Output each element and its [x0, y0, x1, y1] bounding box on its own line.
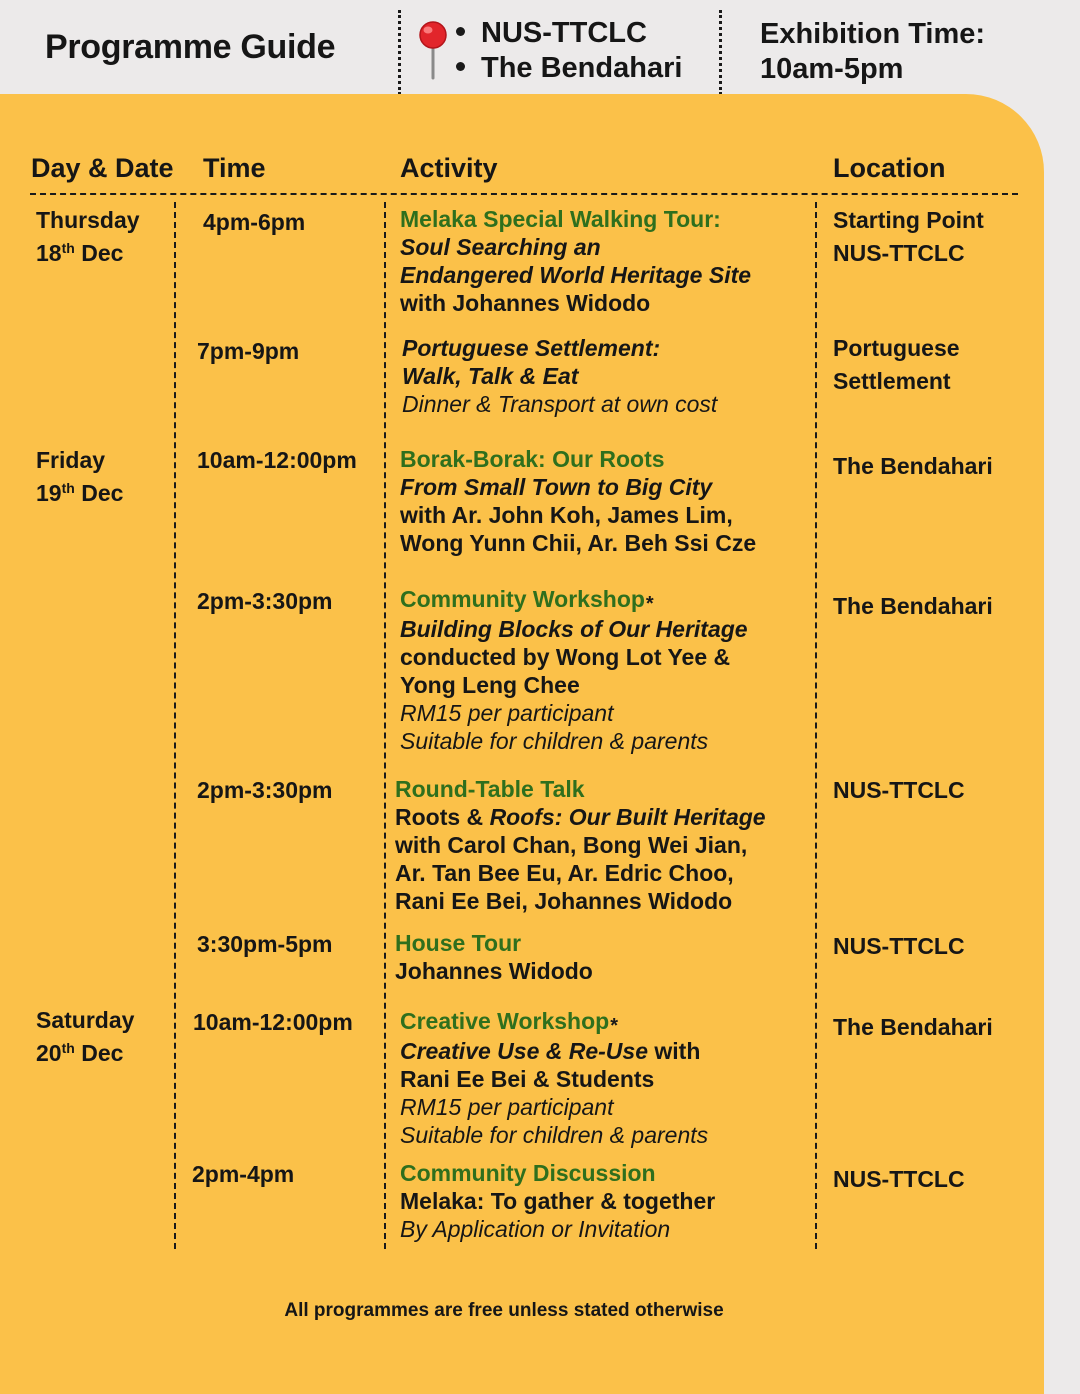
event-activity [400, 1007, 708, 1149]
column-header-day: Day & Date [31, 153, 174, 183]
event-people: Rani Ee Bei, Johannes Widodo [395, 888, 733, 914]
event-time: 2pm-3:30pm [197, 588, 333, 614]
footer-note: All programmes are free unless stated otherwise [284, 1300, 724, 1321]
event-note: Suitable for children & parents [400, 1122, 709, 1148]
event-subtitle: Soul Searching an [400, 234, 601, 260]
event-activity [395, 775, 766, 915]
asterisk: * [645, 593, 654, 615]
column-divider [815, 202, 817, 1249]
event-time: 10am-12:00pm [197, 447, 357, 473]
event-time: 10am-12:00pm [193, 1009, 353, 1035]
day-thursday [36, 204, 140, 270]
day-date: 18th Dec [36, 240, 124, 266]
event-title-row [400, 1007, 708, 1037]
event-title: Creative Workshop [400, 1008, 610, 1034]
event-activity [402, 334, 717, 418]
event-title: Borak-Borak: Our Roots [400, 446, 665, 472]
page-title: Programme Guide [45, 28, 336, 66]
day-name: Thursday [36, 207, 140, 233]
event-time: 7pm-9pm [197, 338, 300, 364]
column-header-time: Time [203, 153, 266, 183]
column-divider [384, 202, 386, 1249]
header-divider-line [30, 193, 1018, 195]
day-friday [36, 444, 123, 510]
event-subtitle: Melaka: To gather & together [400, 1188, 716, 1214]
event-note: Dinner & Transport at own cost [402, 391, 718, 417]
map-pin-icon [413, 20, 453, 80]
event-people: with Ar. John Koh, James Lim, [400, 502, 733, 528]
event-note: RM15 per participant [400, 700, 614, 726]
header-location-1: NUS-TTCLC [456, 17, 647, 50]
event-title: Community Discussion [400, 1160, 656, 1186]
event-subtitle: Building Blocks of Our Heritage [400, 616, 748, 642]
event-people: conducted by Wong Lot Yee & [400, 644, 731, 670]
event-location: NUS-TTCLC [833, 777, 965, 803]
event-location: NUS-TTCLC [833, 1166, 965, 1192]
event-note: RM15 per participant [400, 1094, 614, 1120]
header-divider [398, 10, 401, 95]
event-subtitle: Walk, Talk & Eat [402, 363, 579, 389]
event-time: 2pm-4pm [192, 1161, 295, 1187]
event-activity [400, 585, 748, 755]
event-note: Suitable for children & parents [400, 728, 709, 754]
event-subtitle: Endangered World Heritage Site [400, 262, 752, 288]
event-subtitle-row: Roots & Roofs: Our Built Heritage [395, 804, 766, 830]
header-location-2: The Bendahari [456, 52, 682, 85]
event-title: Melaka Special Walking Tour: [400, 206, 721, 232]
event-location: NUS-TTCLC [833, 933, 965, 959]
event-people: Johannes Widodo [395, 958, 593, 984]
event-location: The Bendahari [833, 1014, 993, 1040]
column-header-location: Location [833, 153, 946, 183]
day-date: 19th Dec [36, 480, 124, 506]
day-name: Saturday [36, 1007, 135, 1033]
event-time: 4pm-6pm [203, 209, 306, 235]
event-subtitle-row: Creative Use & Re-Use with [400, 1038, 701, 1064]
event-time: 2pm-3:30pm [197, 777, 333, 803]
exhibition-time-label: Exhibition Time: [760, 18, 986, 50]
event-location: Starting Point NUS-TTCLC [833, 207, 984, 266]
event-people: Yong Leng Chee [400, 672, 580, 698]
asterisk: * [610, 1015, 618, 1037]
day-date: 20th Dec [36, 1040, 124, 1066]
event-title: House Tour [395, 930, 522, 956]
event-title: Round-Table Talk [395, 776, 585, 802]
day-saturday [36, 1004, 134, 1070]
event-people: Rani Ee Bei & Students [400, 1066, 655, 1092]
day-name: Friday [36, 447, 106, 473]
event-people: with Johannes Widodo [400, 290, 651, 316]
event-note: By Application or Invitation [400, 1216, 671, 1242]
exhibition-time-value: 10am-5pm [760, 53, 904, 85]
event-people: Ar. Tan Bee Eu, Ar. Edric Choo, [395, 860, 734, 886]
event-subtitle: Portuguese Settlement: [402, 335, 661, 361]
column-divider [174, 202, 176, 1249]
event-title-row [400, 585, 748, 615]
event-location: The Bendahari [833, 453, 993, 479]
event-people: Wong Yunn Chii, Ar. Beh Ssi Cze [400, 530, 757, 556]
event-time: 3:30pm-5pm [197, 931, 333, 957]
event-activity [395, 929, 593, 985]
event-people: with Carol Chan, Bong Wei Jian, [395, 832, 748, 858]
event-subtitle: From Small Town to Big City [400, 474, 713, 500]
header-divider [719, 10, 722, 95]
event-location: The Bendahari [833, 593, 993, 619]
event-location: Portuguese Settlement [833, 335, 960, 394]
event-activity [400, 445, 756, 557]
event-title: Community Workshop [400, 586, 645, 612]
column-header-activity: Activity [400, 153, 498, 183]
event-activity [400, 1159, 715, 1243]
event-activity [400, 205, 751, 317]
